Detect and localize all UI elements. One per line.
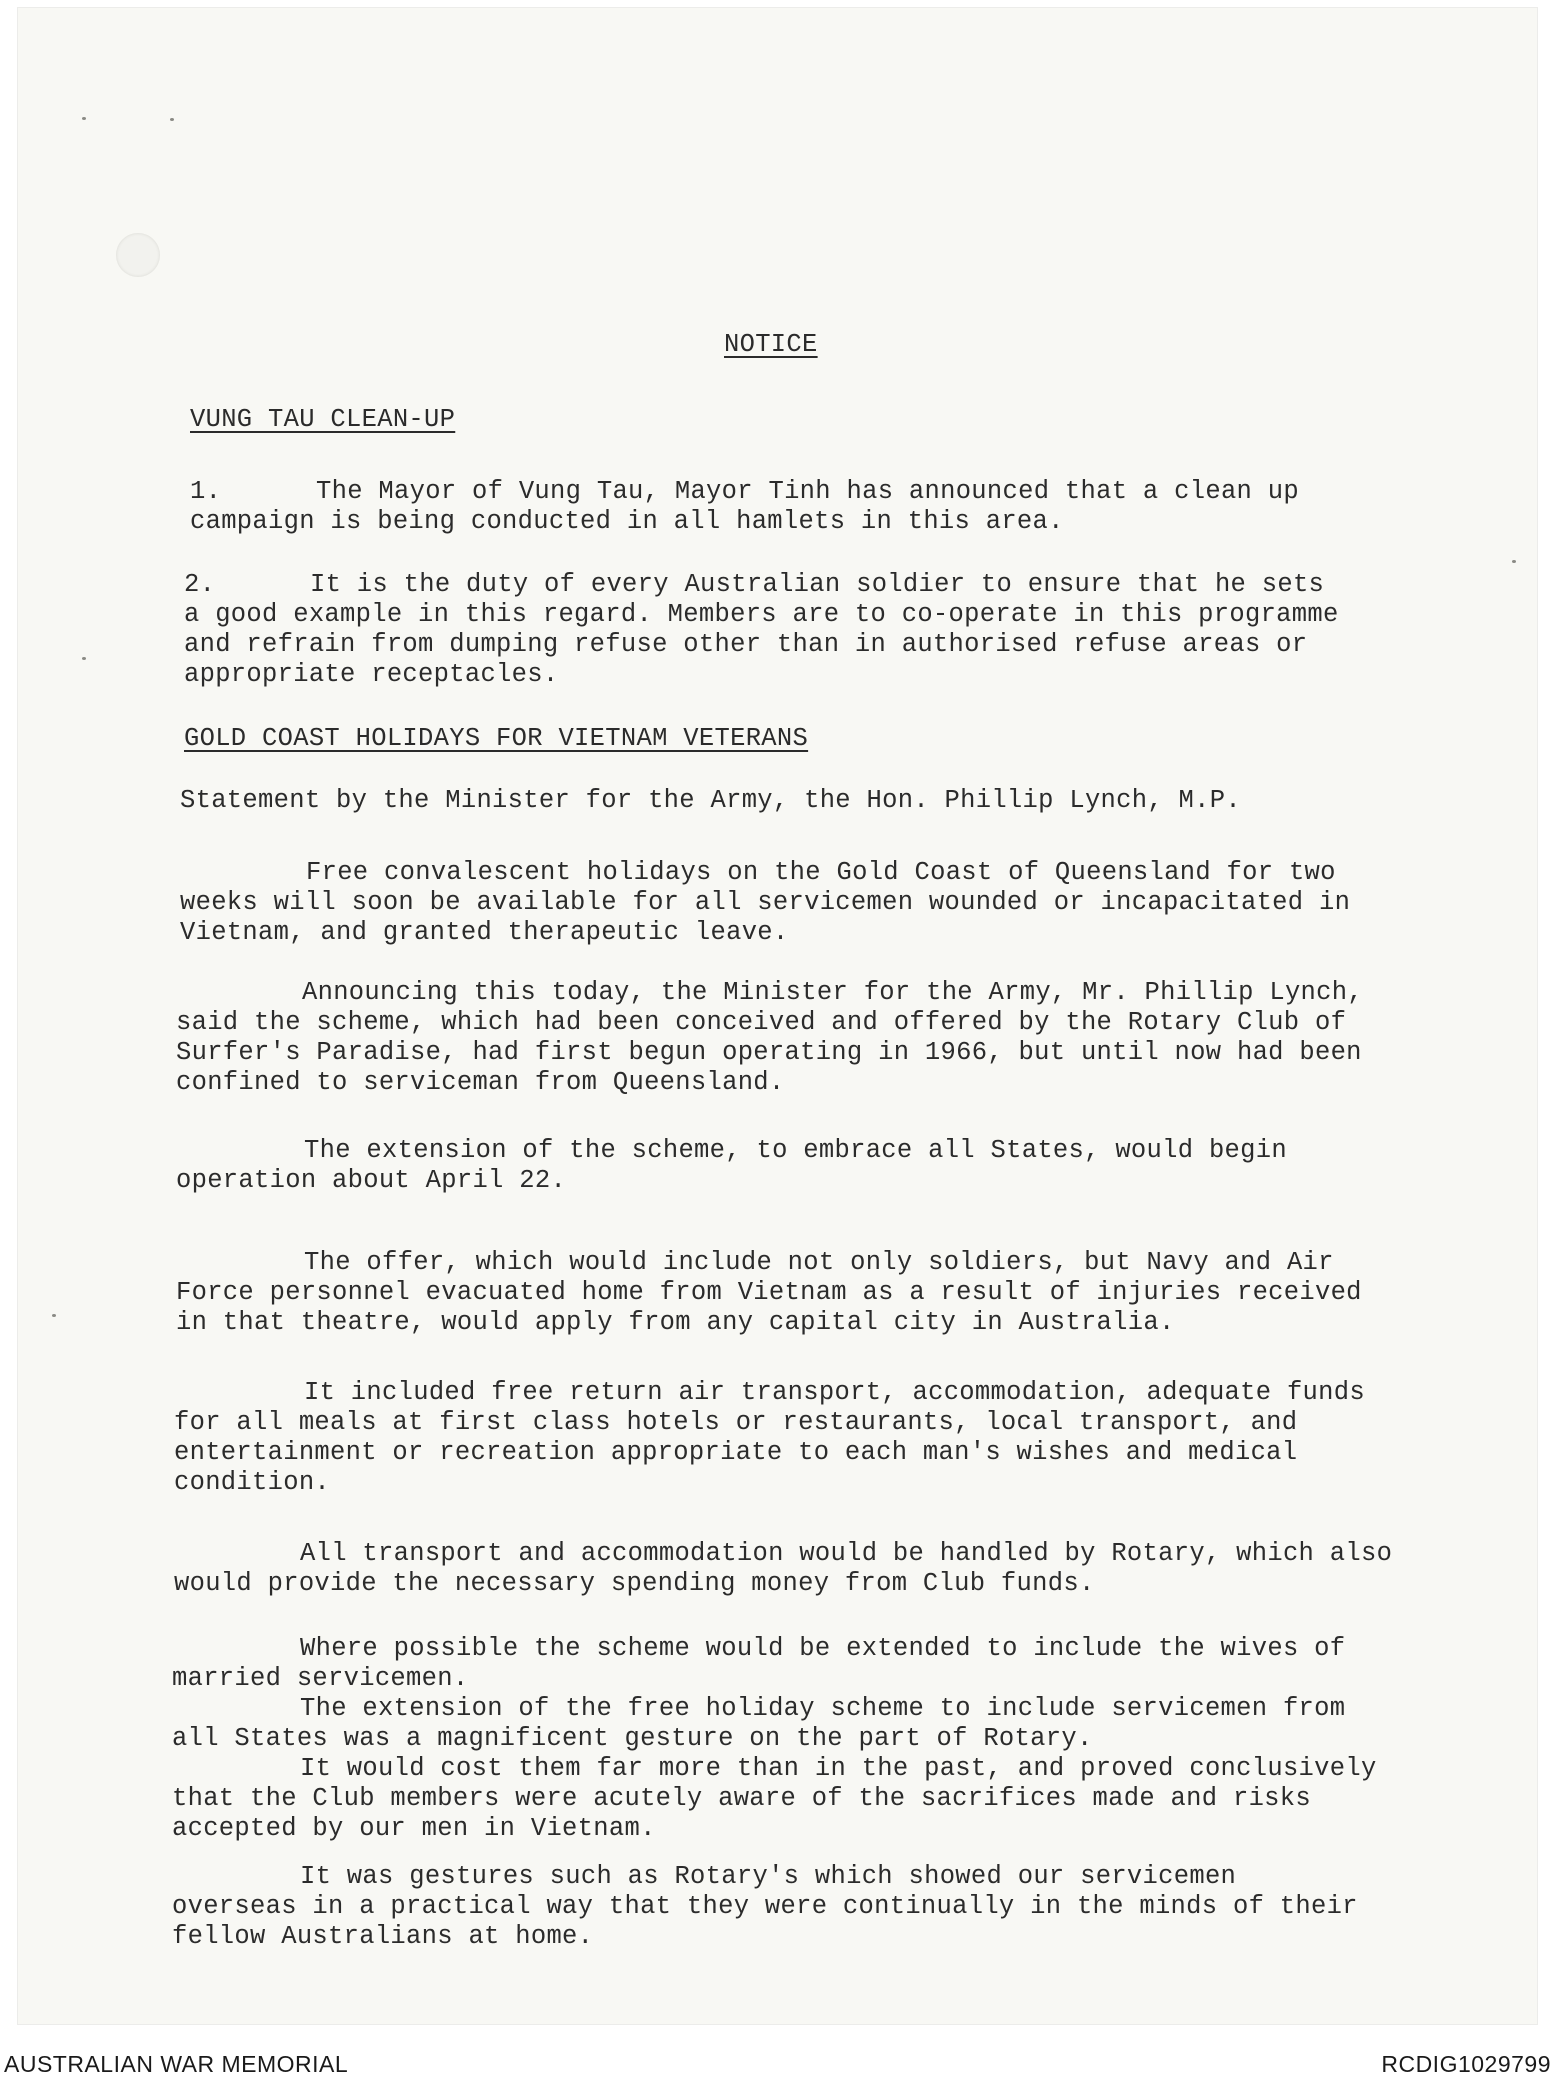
paragraph: Free convalescent holidays on the Gold Coast of Queensland for two weeks will soon be available for all servicemen wounded or incapacitated in Vietnam, and granted therapeutic leave. <box>180 858 1351 947</box>
numbered-paragraph: 1. The Mayor of Vung Tau, Mayor Tinh has announced that a clean up campaign is being conducted in all hamlets in this area. <box>190 477 1299 536</box>
numbered-paragraph: 2. It is the duty of every Australian soldier to ensure that he sets a good example in this regard. Members are to co-operate in this programme and refrain from dumping refuse other than in authorised refuse areas or appropriate receptacles. <box>184 570 1339 689</box>
paragraph: It was gestures such as Rotary's which showed our servicemen overseas in a practical way that they were continually in the minds of their fellow Australians at home. <box>172 1862 1358 1951</box>
paper-speck <box>1512 560 1516 563</box>
section-heading: VUNG TAU CLEAN-UP <box>190 405 456 434</box>
paragraph: The extension of the free holiday scheme to include servicemen from all States was a magnificent gesture on the part of Rotary. <box>172 1694 1346 1753</box>
section-heading: GOLD COAST HOLIDAYS FOR VIETNAM VETERANS <box>184 724 809 753</box>
paragraph-number: 2. <box>184 570 216 599</box>
footer-source: AUSTRALIAN WAR MEMORIAL <box>4 2051 349 2077</box>
paper-speck <box>82 657 86 660</box>
punch-hole <box>116 233 160 277</box>
statement-line: Statement by the Minister for the Army, the Hon. Phillip Lynch, M.P. <box>180 786 1241 815</box>
page-title: NOTICE <box>724 330 818 359</box>
paragraph-number: 1. <box>190 477 222 506</box>
paper-speck <box>170 118 174 121</box>
paragraph: It would cost them far more than in the past, and proved conclusively that the Club members were acutely aware of the sacrifices made and risks accepted by our men in Vietnam. <box>172 1754 1377 1843</box>
paragraph: Announcing this today, the Minister for the Army, Mr. Phillip Lynch, said the scheme, which had been conceived and offered by the Rotary Club of Surfer's Paradise, had first begun operating in 1966, but until now had been confined to serviceman from Queensland. <box>176 978 1363 1097</box>
paragraph: The extension of the scheme, to embrace all States, would begin operation about April 22. <box>176 1136 1287 1195</box>
paragraph: Where possible the scheme would be extended to include the wives of married servicemen. <box>172 1634 1346 1693</box>
footer-reference: RCDIG1029799 <box>1381 2051 1551 2077</box>
paper-speck <box>52 1314 56 1317</box>
paragraph: It included free return air transport, accommodation, adequate funds for all meals at first class hotels or restaurants, local transport, and entertainment or recreation appropriate to each man's wishes and medical condition. <box>174 1378 1365 1497</box>
paragraph: All transport and accommodation would be handled by Rotary, which also would provide the necessary spending money from Club funds. <box>174 1539 1393 1598</box>
paper-speck <box>82 117 86 120</box>
paragraph: The offer, which would include not only soldiers, but Navy and Air Force personnel evacuated home from Vietnam as a result of injuries received in that theatre, would apply from any capital city in Australia. <box>176 1248 1362 1337</box>
